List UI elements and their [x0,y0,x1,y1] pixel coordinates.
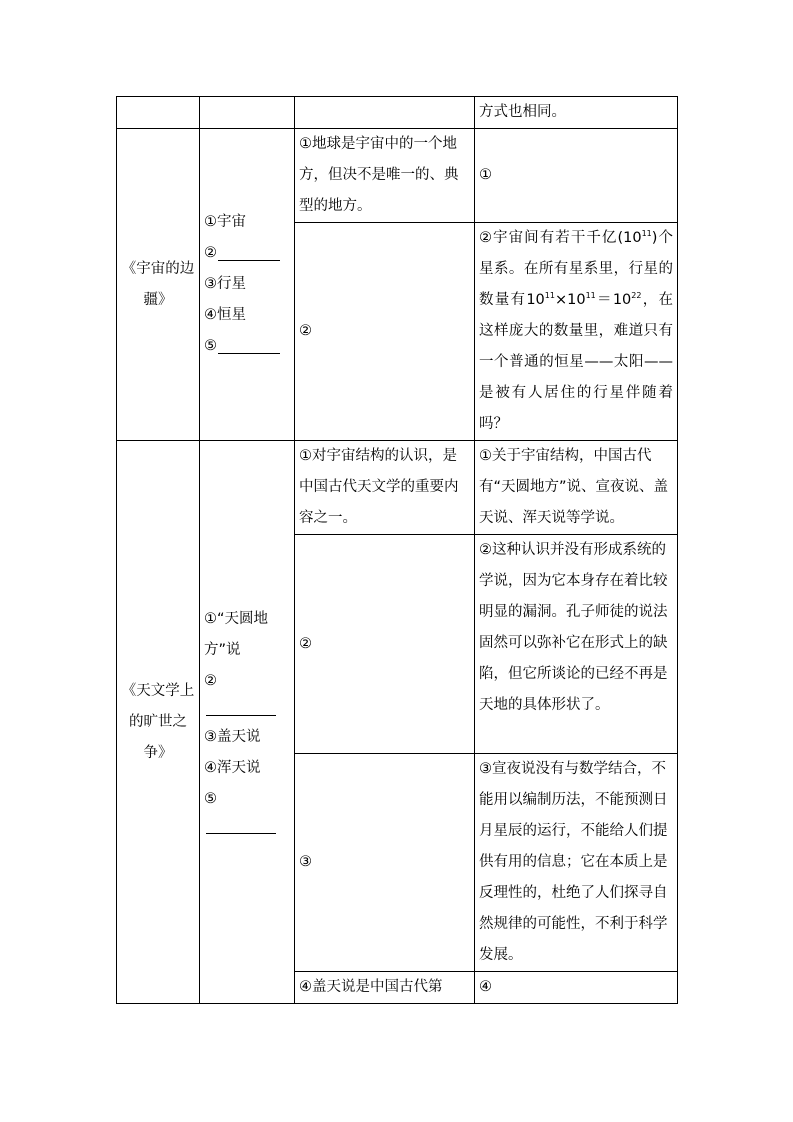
evidence-cell: ④ [475,972,678,1004]
term-item: ② [204,673,217,689]
term-item: ③盖天说 [204,729,261,745]
evidence-cell: ①关于宇宙结构，中国古代有“天圆地方”说、宣夜说、盖天说、浑天说等学说。 [475,441,678,535]
table-row-continuation [117,97,678,129]
term-list-cell [200,441,295,1004]
evidence-cell: ②宇宙间有若干千亿$(10^{11})$个星系。在所有星系里，行星的数量有$10^{11}\times 10^{11}=10^{22}$，在这样庞大的数量里，难道只有一个普通的恒星——太阳——是被有人居住的行星伴随着吗？ [475,223,678,441]
claim-cell: ①对宇宙结构的认识，是中国古代天文学的重要内容之一。 [295,441,475,535]
evidence-cell: ① [475,129,678,223]
reading-table [116,96,678,1004]
fill-blank[interactable] [206,815,276,834]
work-title-cell [117,129,200,441]
exponent: 11 [641,229,652,239]
fill-blank[interactable] [218,339,280,354]
term-item: ⑤ [204,791,217,807]
exponent: 11 [544,291,555,301]
cell-empty [200,97,295,129]
work-title-cell [117,441,200,1004]
fill-blank[interactable] [206,697,276,716]
term-item: ④恒星 [204,307,246,323]
claim-cell: ② [295,535,475,754]
claim-cell: ③ [295,754,475,972]
work-title: 《天文学上的旷世之争》 [121,682,195,761]
term-item: ①宇宙 [204,214,246,230]
evidence-cell: ②这种认识并没有形成系统的学说，因为它本身存在着比较明显的漏洞。孔子师徒的说法固然可以弥补它在形式上的缺陷，但它所谈论的已经不再是天地的具体形状了。 [475,535,678,754]
term-item: ①“天圆地方”说 [204,611,269,658]
evidence-cell: ③宣夜说没有与数学结合，不能用以编制历法，不能预测日月星辰的运行，不能给人们提供有用的信息；它在本质上是反理性的，杜绝了人们探寻自然规律的可能性，不利于科学发展。 [475,754,678,972]
table-row [117,129,678,223]
claim-cell: ④盖天说是中国古代第 [295,972,475,1004]
table-row [117,441,678,535]
cell-evidence: 方式也相同。 [475,97,678,129]
cell-empty [295,97,475,129]
term-item: ⑤ [204,338,217,354]
fill-blank[interactable] [218,246,280,261]
claim-cell: ② [295,223,475,441]
term-item: ③行星 [204,276,246,292]
claim-cell: ①地球是宇宙中的一个地方，但决不是唯一的、典型的地方。 [295,129,475,223]
term-item: ④浑天说 [204,760,261,776]
exponent: 11 [585,291,596,301]
exponent: 22 [631,291,642,301]
cell-empty [117,97,200,129]
work-title: 《宇宙的边疆》 [121,260,195,308]
term-list-cell [200,129,295,441]
term-item: ② [204,245,217,261]
